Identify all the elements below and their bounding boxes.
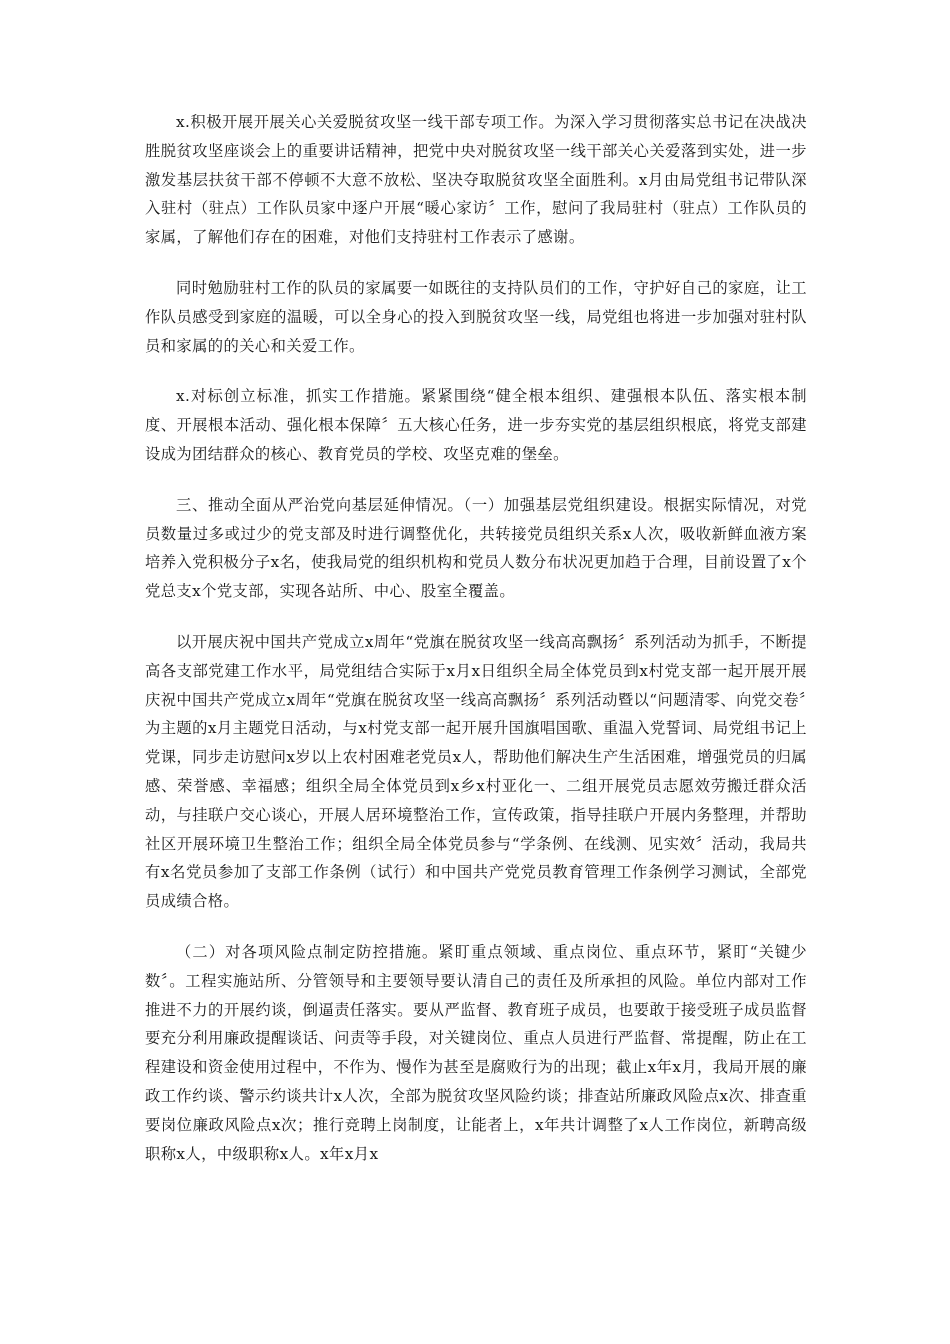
document-body xyxy=(145,108,807,1190)
paragraph-2: 同时勉励驻村工作的队员的家属要一如既往的支持队员们的工作，守护好自己的家庭，让工作队员感受到家庭的温暖，可以全身心的投入到脱贫攻坚一线，局党组也将进一步加强对驻村队员和家属的的关心和关爱工作。 xyxy=(145,278,807,355)
paragraph-1: x.积极开展开展关心关爱脱贫攻坚一线干部专项工作。为深入学习贯彻落实总书记在决战决胜脱贫攻坚座谈会上的重要讲话精神，把党中央对脱贫攻坚一线干部关心关爱落到实处，进一步激发基层扶贫干部不停顿不大意不放松、坚决夺取脱贫攻坚全面胜利。x月由局党组书记带队深入驻村（驻点）工作队员家中逐户开展“暖心家访〞工作，慰问了我局驻村（驻点）工作队员的家属，了解他们存在的困难，对他们支持驻村工作表示了感谢。 xyxy=(145,113,807,247)
paragraph-5: 以开展庆祝中国共产党成立x周年“党旗在脱贫攻坚一线高高飘扬〞系列活动为抓手，不断提高各支部党建工作水平，局党组结合实际于x月x日组织全局全体党员到x村党支部一起开展开展庆祝中国共产党成立x周年“党旗在脱贫攻坚一线高高飘扬〞系列活动暨以“问题清零、向党交卷〞为主题的x月主题党日活动，与x村党支部一起开展升国旗唱国歌、重温入党誓词、局党组书记上党课，同步走访慰问x岁以上农村困难老党员x人，帮助他们解决生产生活困难，增强党员的归属感、荣誉感、幸福感；组织全局全体党员到x乡x村亚化一、二组开展党员志愿效劳搬迁群众活动，与挂联户交心谈心，开展人居环境整治工作，宣传政策，指导挂联户开展内务整理，并帮助社区开展环境卫生整治工作；组织全局全体党员参与“学条例、在线测、见实效〞活动，我局共有x名党员参加了支部工作条例（试行）和中国共产党党员教育管理工作条例学习测试，全部党员成绩合格。 xyxy=(145,632,807,911)
paragraph-6: （二）对各项风险点制定防控措施。紧盯重点领域、重点岗位、重点环节，紧盯“关键少数〞。工程实施站所、分管领导和主要领导要认清自己的责任及所承担的风险。单位内部对工作推进不力的开展约谈，倒逼责任落实。要从严监督、教育班子成员，也要敢于接受班子成员监督要充分利用廉政提醒谈话、问责等手段，对关键岗位、重点人员进行严监督、常提醒，防止在工程建设和资金使用过程中，不作为、慢作为甚至是腐败行为的出现；截止x年x月，我局开展的廉政工作约谈、警示约谈共计x人次，全部为脱贫攻坚风险约谈；排查站所廉政风险点x次、排查重要岗位廉政风险点x次；推行竞聘上岗制度，让能者上，x年共计调整了x人工作岗位，新聘高级职称x人，中级职称x人。x年x月x xyxy=(145,942,807,1163)
paragraph-3: x.对标创立标准，抓实工作措施。紧紧围绕“健全根本组织、建强根本队伍、落实根本制度、开展根本活动、强化根本保障〞五大核心任务，进一步夯实党的基层组织根底，将党支部建设成为团结群众的核心、教育党员的学校、攻坚克难的堡垒。 xyxy=(145,387,807,463)
paragraph-4: 三、推动全面从严治党向基层延伸情况。（一）加强基层党组织建设。根据实际情况，对党员数量过多或过少的党支部及时进行调整优化，共转接党员组织关系x人次，吸收新鲜血液方案培养入党积极分子x名，使我局党的组织机构和党员人数分布状况更加趋于合理，目前设置了x个党总支x个党支部，实现各站所、中心、股室全覆盖。 xyxy=(145,495,807,601)
